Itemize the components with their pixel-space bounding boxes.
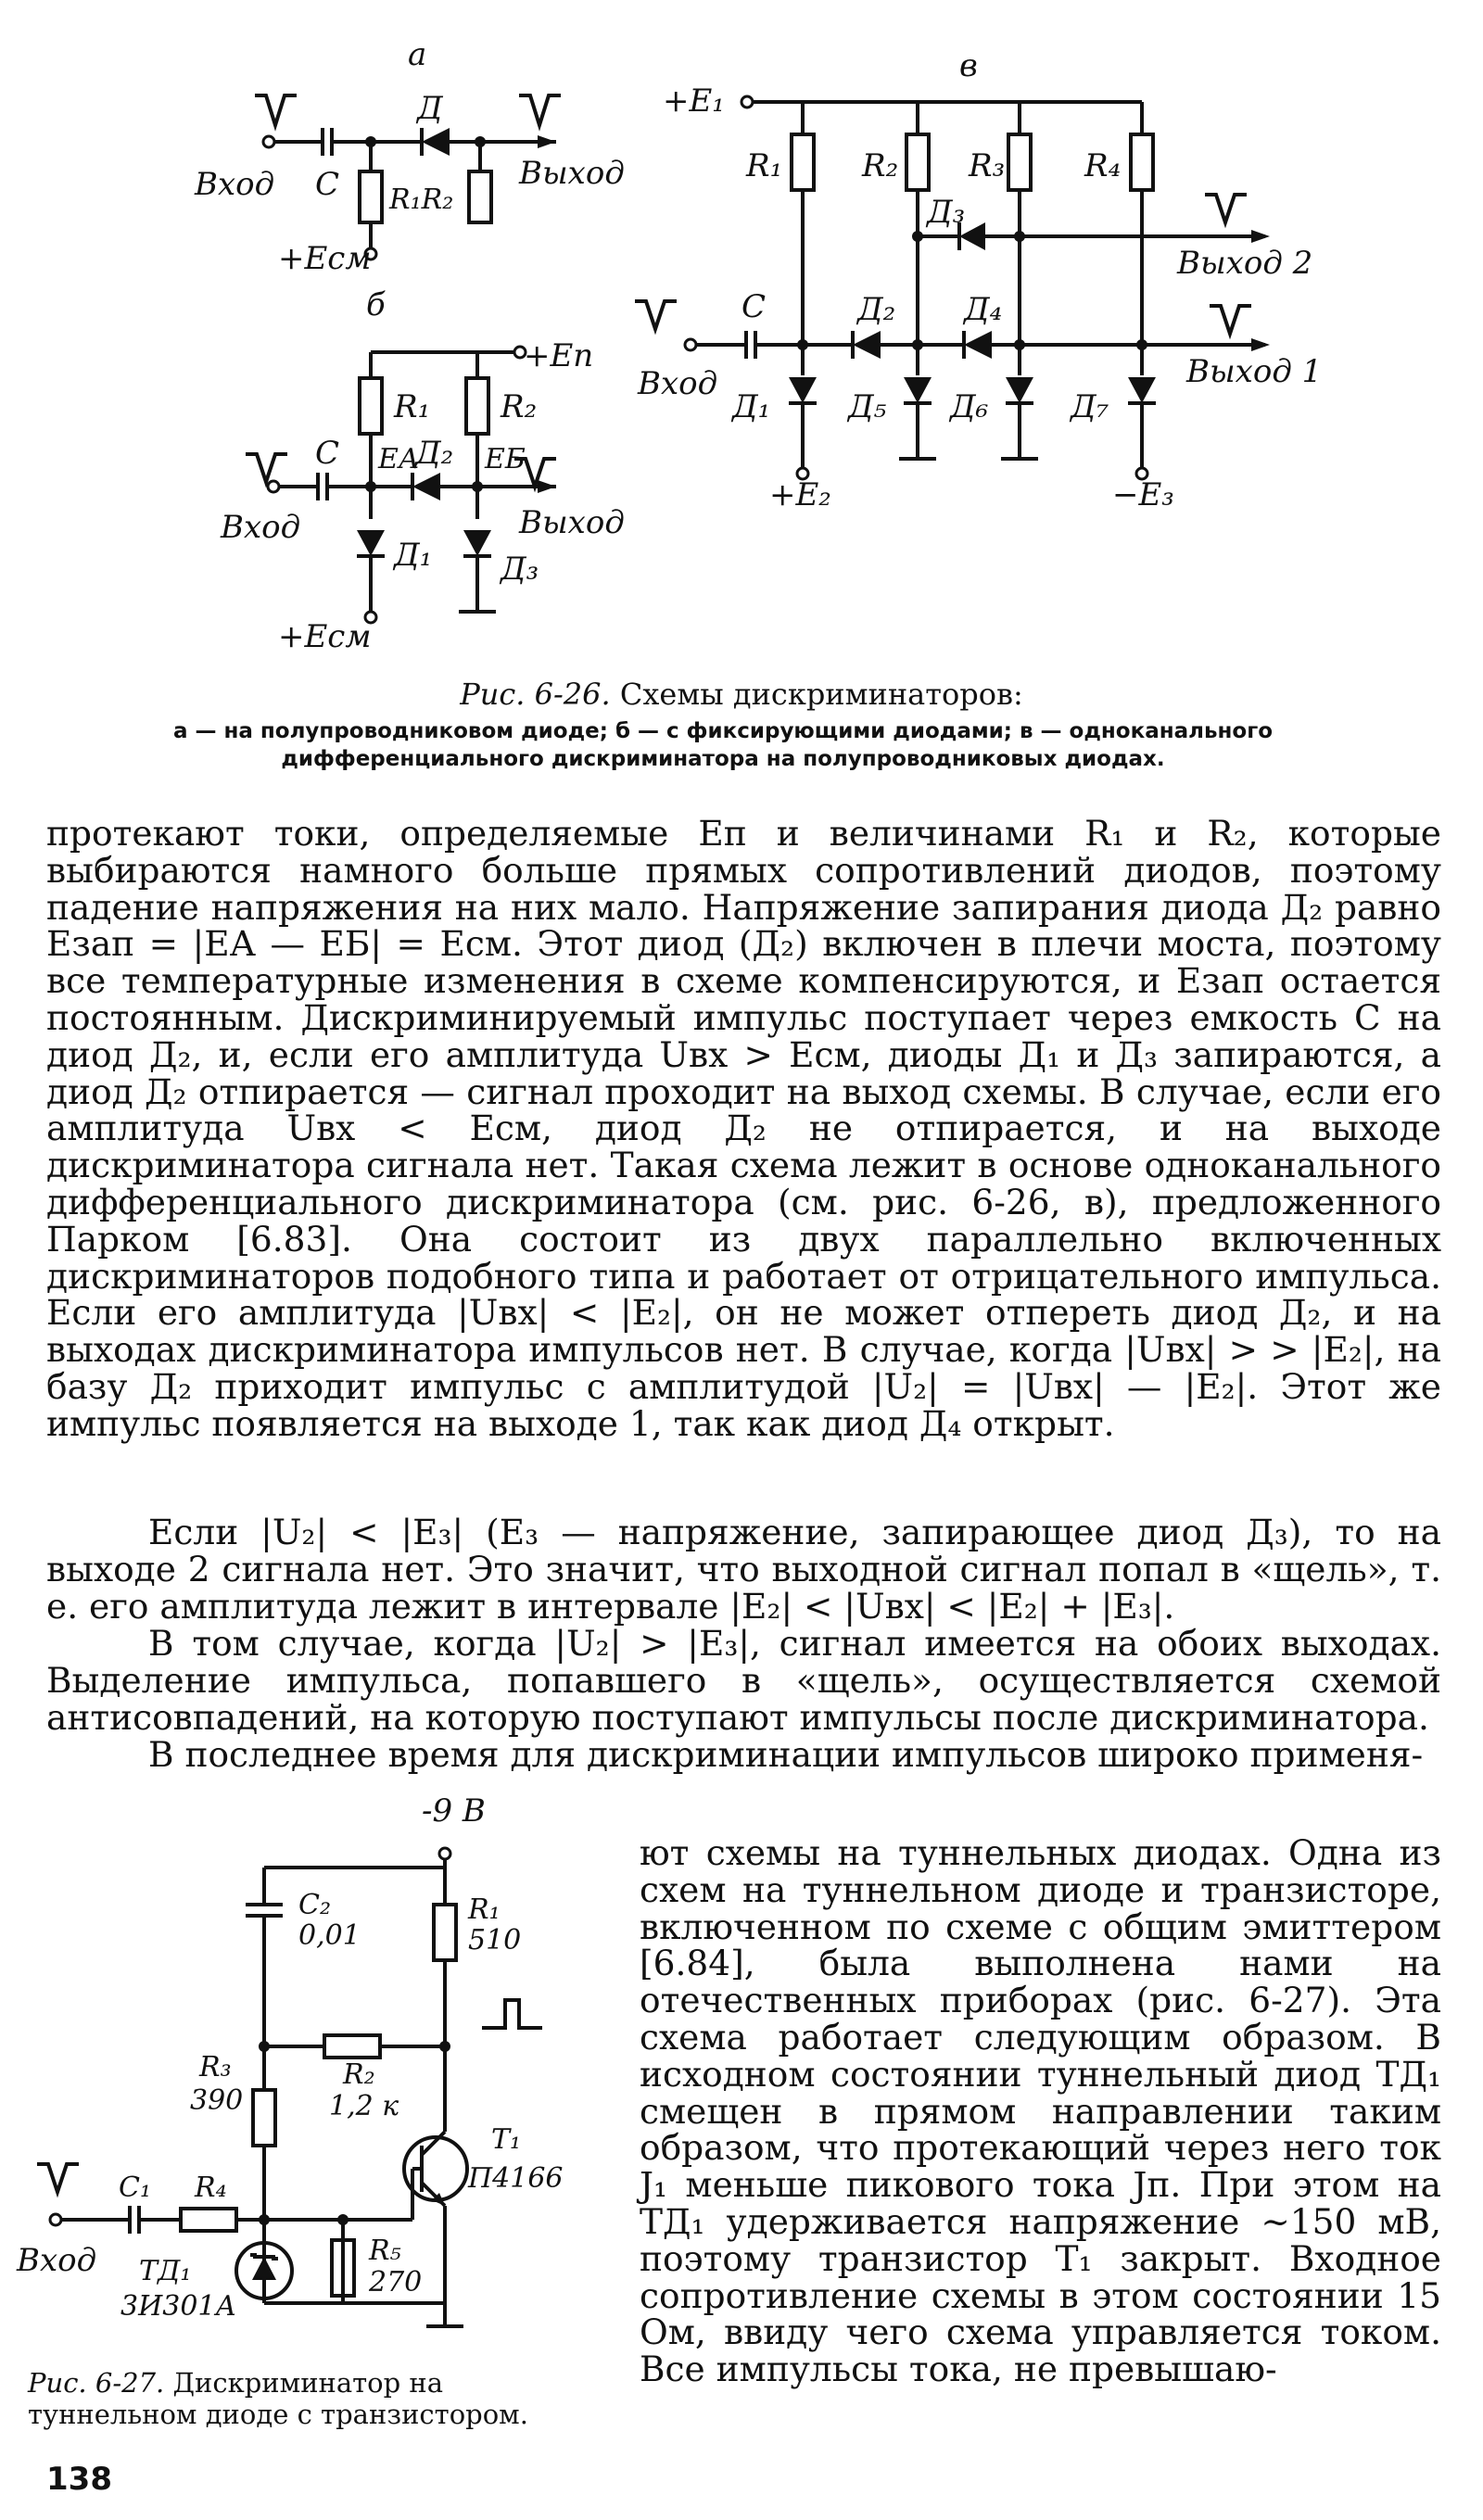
label-R4: R₄ <box>1084 147 1122 184</box>
diode-icon <box>463 530 491 556</box>
paragraph-1: протекают токи, определяемые Eп и величинами R₁ и R₂, которые выбираются намного больше прямых сопротивлений диодов, поэтому падение напряжения на них мало. Напряжение запирания диода Д₂ равно Eзап = |EА — EБ| = Eсм. Этот диод (Д₂) включен в плечи моста, поэтому все температурные изменения в схеме компенсируются, и Eзап остается постоянным. Дискриминируемый импульс поступает через емкость C на диод Д₂, и, если его амплитуда Uвх > Eсм, диоды Д₁ и Д₃ запираются, а диод Д₂ отпирается — сигнал проходит на выход схемы. В случае, если его амплитуда Uвх < Eсм, диод Д₂ не отпирается, и на выходе дискриминатора сигнала нет. Такая схема лежит в основе одноканального дифференциального дискриминатора (см. рис. 6-26, в), предложенного Парком [6.83]. Она состоит из двух параллельно включенных дискриминаторов подобного типа и работает от отрицательного импульса. Если его амплитуда |Uвх| < |E₂|, он не может отпереть диод Д₂, и на выходах дискриминатора импульсов нет. В случае, когда |Uвх| > > |E₂|, на базу Д₂ приходит импульс с амплитудой |U₂| = |Uвх| — |E₂|. Этот же импульс появляется на выходе 1, так как диод Д₄ открыт. <box>46 813 1441 1444</box>
pulse-icon <box>519 95 561 125</box>
resistor-icon <box>466 378 488 434</box>
pulse-icon <box>246 454 287 482</box>
scheme-v-input: Вход <box>638 365 718 402</box>
paragraph-5: ют схемы на туннельных диодах. Одна из схем на туннельном диоде и транзисторе, включенном по схеме с общим эмиттером [6.84], была выполнена нами на отечественных приборах (рис. 6-27). Эта схема работает следующим образом. В исходном состоянии туннельный диод ТД₁ смещен в прямом направлении таким образом, что протекающий через него ток J₁ меньше пикового тока Jп. При этом на ТД₁ удерживается напряжение ~150 мВ, поэтому транзистор T₁ закрыт. Входное сопротивление схемы в этом состоянии 15 Ом, ввиду чего схема управляется током. Все импульсы тока, не превышаю- <box>640 1832 1441 2390</box>
caption-title: Схемы дискриминаторов: <box>610 677 1023 712</box>
label-R3: R₃ <box>199 2051 232 2083</box>
label-R2: R₂ <box>343 2058 375 2091</box>
diode-icon <box>1006 377 1033 403</box>
scheme-a <box>194 90 625 277</box>
arrow-icon <box>538 135 556 148</box>
caption-text: Дискриминатор на туннельном диоде с транзистором. <box>28 2367 528 2430</box>
label-D7: Д₇ <box>1071 388 1109 425</box>
diode-icon <box>789 377 817 403</box>
label-R1R2: R₁R₂ <box>389 184 454 216</box>
scheme-v <box>635 82 1322 513</box>
label-D1: Д₁ <box>394 537 433 574</box>
resistor-icon <box>181 2209 236 2231</box>
label-E1: +E₁ <box>663 82 725 120</box>
label-R4: R₄ <box>195 2172 227 2204</box>
label-C2: C₂ <box>298 1889 331 1921</box>
label-D3: Д₃ <box>927 194 966 231</box>
label-C: C <box>315 166 340 203</box>
resistor-icon <box>792 134 814 190</box>
label-R2-value: 1,2 к <box>329 2090 399 2122</box>
label-Ecm: +Eсм <box>278 240 372 277</box>
pulse-icon <box>255 95 297 125</box>
label-E3: −E₃ <box>1112 476 1174 513</box>
scheme-b <box>220 337 625 655</box>
caption-number: Рис. 6-26. <box>460 677 611 712</box>
label-R1: R₁ <box>746 147 783 184</box>
label-D1: Д₁ <box>732 388 771 425</box>
fig-6-27-input: Вход <box>17 2242 97 2279</box>
label-T1: T₁ <box>491 2123 522 2156</box>
resistor-icon <box>253 2090 275 2146</box>
fig-v-label: в <box>959 47 978 84</box>
diode-icon <box>904 377 932 403</box>
diode-icon <box>964 331 992 359</box>
paragraph-2: Если |U₂| < |E₃| (E₃ — напряжение, запирающее диод Д₃), то на выходе 2 сигнала нет. Это значит, что выходной сигнал попал в «щель», т. е. его амплитуда лежит в интервале |E₂| < |Uвх| < |E₂| + |E₃|. <box>46 1512 1441 1627</box>
label-R1: R₁ <box>468 1893 501 1926</box>
label-D6: Д₆ <box>950 388 989 425</box>
diode-icon <box>357 530 385 556</box>
label-Ecm: +Eсм <box>278 618 372 655</box>
resistor-icon <box>360 171 382 222</box>
terminal-icon <box>263 136 274 147</box>
pulse-icon <box>1210 306 1251 334</box>
figure-6-27-caption <box>28 2367 593 2430</box>
diode-icon <box>1128 377 1156 403</box>
scheme-b-output: Выход <box>519 504 625 541</box>
paragraph-4: В последнее время для дискриминации импульсов широко применя- <box>148 1734 1424 1775</box>
label-R3: R₃ <box>969 147 1006 184</box>
label-R2: R₂ <box>501 388 538 425</box>
label-C1: C₁ <box>119 2172 151 2204</box>
label-D4: Д₄ <box>964 291 1003 328</box>
output-2-label: Выход 2 <box>1177 245 1313 282</box>
fig-b-label: б <box>366 286 386 323</box>
label-R1-value: 510 <box>468 1924 522 1956</box>
label-C: C <box>315 435 340 472</box>
figure-6-26-caption <box>278 677 1205 712</box>
figure-6-27 <box>0 1779 630 2373</box>
label-R5-value: 270 <box>369 2266 423 2298</box>
label-D: Д <box>417 90 443 127</box>
label-D3: Д₃ <box>501 551 539 588</box>
scheme-a-input: Вход <box>195 166 275 203</box>
diode-icon <box>422 128 450 156</box>
label-TD1: ТД₁ <box>139 2255 192 2287</box>
label-D2: Д₂ <box>415 435 454 472</box>
label-E2: +E₂ <box>769 476 831 513</box>
label-En: +Eп <box>524 337 594 374</box>
label-C2-value: 0,01 <box>298 1919 361 1952</box>
figure-6-26-caption-sub: а — на полупроводниковом диоде; б — с фиксирующими диодами; в — одноканального дифференциального дискриминатора на полупроводниковых диодах. <box>172 719 1274 771</box>
figure-6-26 <box>0 0 1483 667</box>
label-D5: Д₅ <box>848 388 887 425</box>
label-EB: EБ <box>485 443 526 475</box>
label-C: C <box>742 288 767 325</box>
label-R5: R₅ <box>369 2235 401 2267</box>
label-R2: R₂ <box>862 147 899 184</box>
label-EA: EА <box>378 443 420 475</box>
resistor-icon <box>906 134 929 190</box>
output-pulse-icon <box>482 2000 542 2028</box>
paragraph-3: В том случае, когда |U₂| > |E₃|, сигнал имеется на обоих выходах. Выделение импульса, попавшего в «щель», осуществляется схемой антисовпадений, на которую поступают импульсы после дискриминатора. <box>46 1623 1441 1738</box>
caption-number: Рис. 6-27. <box>28 2367 165 2399</box>
label-R3-value: 390 <box>190 2084 244 2117</box>
resistor-icon <box>1131 134 1153 190</box>
pulse-icon <box>37 2164 79 2192</box>
pulse-icon <box>1205 195 1247 222</box>
diode-icon <box>853 331 881 359</box>
label-D2: Д₂ <box>857 291 896 328</box>
page-number: 138 <box>46 2461 112 2498</box>
resistor-icon <box>1008 134 1031 190</box>
scheme-a-output: Выход <box>519 155 625 192</box>
label-supply: -9 В <box>422 1792 486 1830</box>
resistor-icon <box>434 1905 456 1960</box>
resistor-icon <box>469 171 491 222</box>
label-TD1-type: 3И301А <box>120 2290 237 2323</box>
fig-a-label: а <box>408 36 427 73</box>
resistor-icon <box>324 2035 380 2058</box>
output-1-label: Выход 1 <box>1186 353 1323 390</box>
pulse-icon <box>635 301 677 329</box>
diode-icon <box>412 473 440 500</box>
label-T1-type: П4166 <box>468 2162 564 2195</box>
resistor-icon <box>360 378 382 434</box>
scheme-b-input: Вход <box>221 509 301 546</box>
label-R1: R₁ <box>394 388 431 425</box>
